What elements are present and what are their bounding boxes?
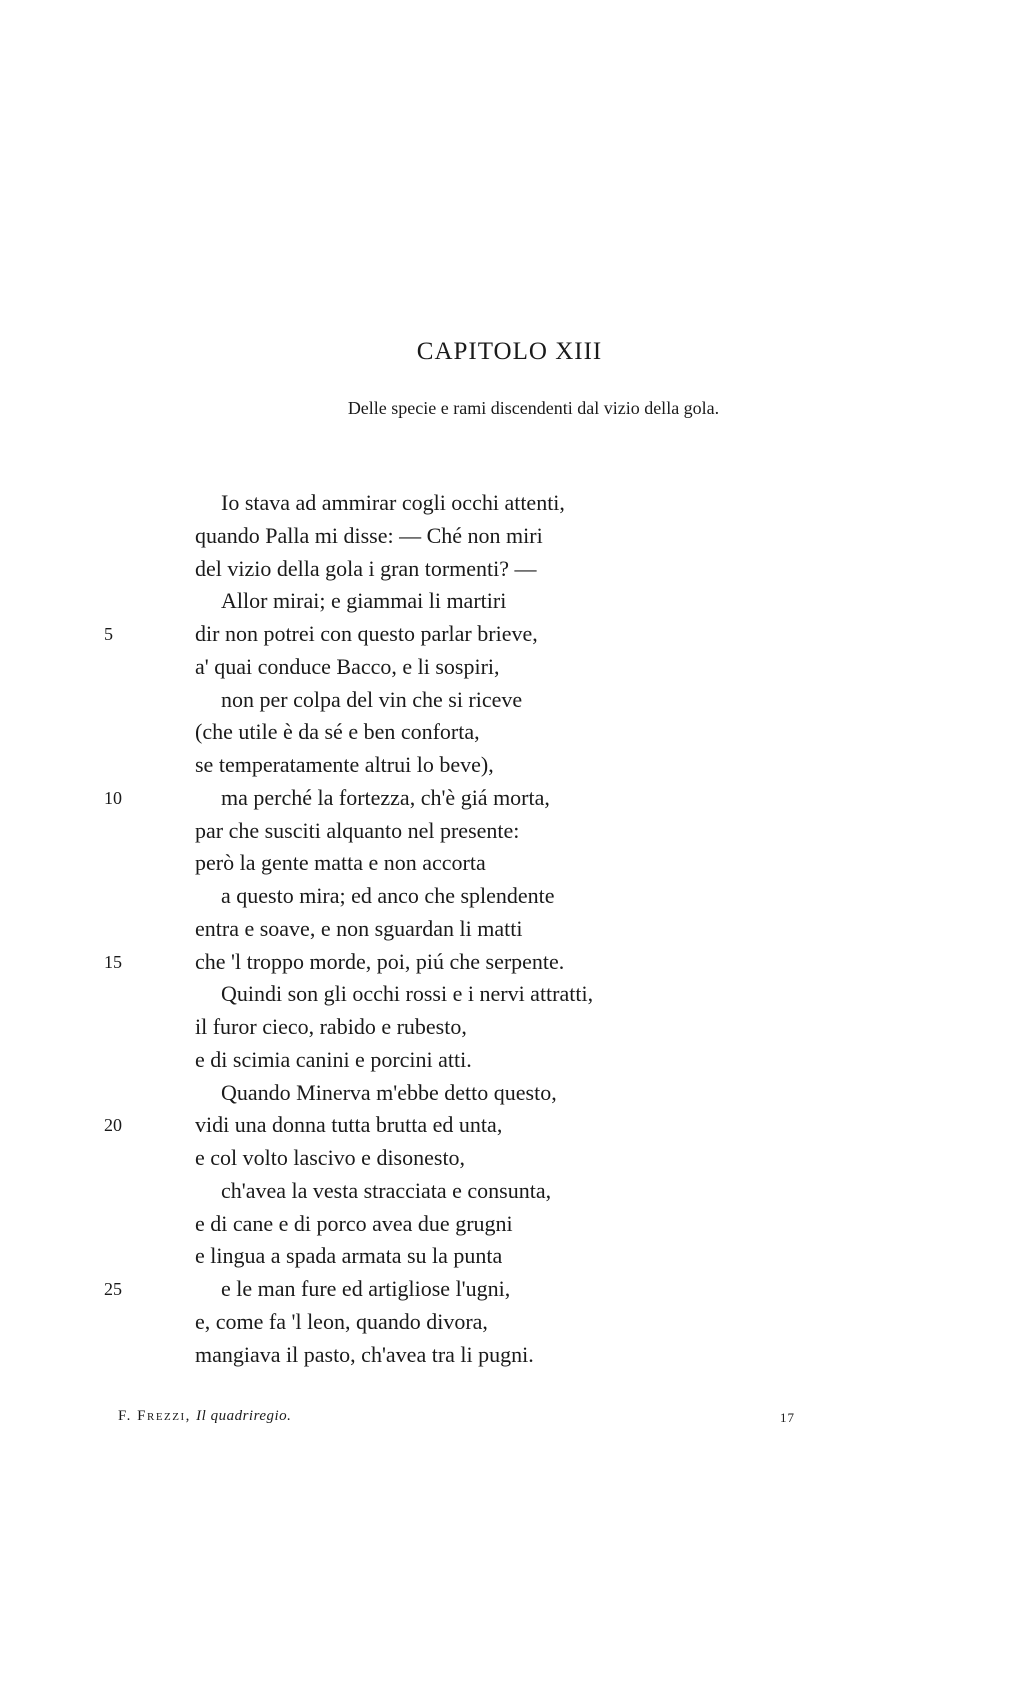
verse-text: entra e soave, e non sguardan li matti: [195, 915, 523, 941]
page-footer: [0, 1408, 1019, 1438]
signature-mark: 17: [780, 1410, 795, 1425]
verse-line: [0, 978, 1019, 1011]
verse-line: [0, 913, 1019, 946]
verse-line: [0, 585, 1019, 618]
verse-text: e, come fa 'l leon, quando divora,: [195, 1308, 488, 1334]
verse-line: [0, 1109, 1019, 1142]
verse-line: [0, 1175, 1019, 1208]
line-number: 20: [104, 1115, 122, 1136]
verse-line: [0, 684, 1019, 717]
verse-text: il furor cieco, rabido e rubesto,: [195, 1014, 467, 1039]
footer-citation: [118, 1408, 291, 1425]
chapter-subtitle: Delle specie e rami discendenti dal vizio della gola.: [347, 398, 720, 418]
verse-text: mangiava il pasto, ch'avea tra li pugni.: [195, 1341, 534, 1367]
verse-line: [0, 520, 1019, 553]
verse-text: Quindi son gli occhi rossi e i nervi attratti,: [221, 981, 594, 1007]
line-number: 10: [104, 787, 122, 808]
verse-text: Io stava ad ammirar cogli occhi attenti,: [221, 490, 565, 515]
verse-line: [0, 1339, 1019, 1372]
verse-line: [0, 880, 1019, 913]
verse-line: [0, 618, 1019, 651]
verse-text: e di cane e di porco avea due grugni: [195, 1210, 513, 1236]
verse-text: (che utile è da sé e ben conforta,: [195, 719, 480, 745]
verse-text: a questo mira; ed anco che splendente: [221, 883, 555, 908]
line-number: 25: [104, 1279, 122, 1299]
verse-text: Quando Minerva m'ebbe detto questo,: [221, 1079, 557, 1105]
verse-line: [0, 651, 1019, 684]
verse-line: [0, 716, 1019, 749]
verse-line: [0, 1208, 1019, 1241]
verse-text: non per colpa del vin che si riceve: [221, 686, 523, 712]
verse-line: [0, 847, 1019, 880]
verse-text: dir non potrei con questo parlar brieve,: [195, 621, 538, 646]
footer-author: F. Frezzi,: [118, 1408, 191, 1424]
verse-text: e col volto lascivo e disonesto,: [195, 1145, 466, 1170]
verse-text: vidi una donna tutta brutta ed unta,: [195, 1112, 503, 1138]
line-number: 5: [104, 624, 113, 644]
verse-line: [0, 815, 1019, 848]
verse-line: [0, 782, 1019, 815]
verse-text: però la gente matta e non accorta: [195, 850, 486, 876]
verse-line: [0, 1273, 1019, 1306]
verse-line: [0, 553, 1019, 586]
verse-text: e lingua a spada armata su la punta: [195, 1243, 503, 1269]
verse-line: [0, 1044, 1019, 1077]
verse-line: [0, 487, 1019, 520]
verse-text: e le man fure ed artigliose l'ugni,: [221, 1276, 511, 1301]
footer-work: Il quadriregio.: [196, 1408, 292, 1424]
verse-text: ma perché la fortezza, ch'è giá morta,: [221, 784, 550, 810]
verse-line: [0, 749, 1019, 782]
verse-line: [0, 946, 1019, 979]
verse-line: [0, 1240, 1019, 1273]
verse-text: del vizio della gola i gran tormenti? —: [195, 555, 537, 581]
verse-text: a' quai conduce Bacco, e li sospiri,: [195, 653, 500, 679]
verse-line: [0, 1306, 1019, 1339]
verse-text: se temperatamente altrui lo beve),: [195, 752, 494, 777]
verse-text: ch'avea la vesta stracciata e consunta,: [221, 1177, 552, 1203]
poem-verses: [0, 487, 1019, 1371]
verse-line: [0, 1077, 1019, 1110]
chapter-title: CAPITOLO XIII: [416, 338, 603, 365]
verse-line: [0, 1142, 1019, 1175]
verse-text: quando Palla mi disse: — Ché non miri: [195, 522, 543, 548]
verse-text: e di scimia canini e porcini atti.: [195, 1046, 472, 1072]
verse-text: par che susciti alquanto nel presente:: [195, 817, 520, 843]
verse-text: che 'l troppo morde, poi, piú che serpente.: [195, 948, 565, 974]
line-number: 15: [104, 951, 122, 972]
verse-line: [0, 1011, 1019, 1044]
verse-text: Allor mirai; e giammai li martiri: [221, 588, 507, 614]
